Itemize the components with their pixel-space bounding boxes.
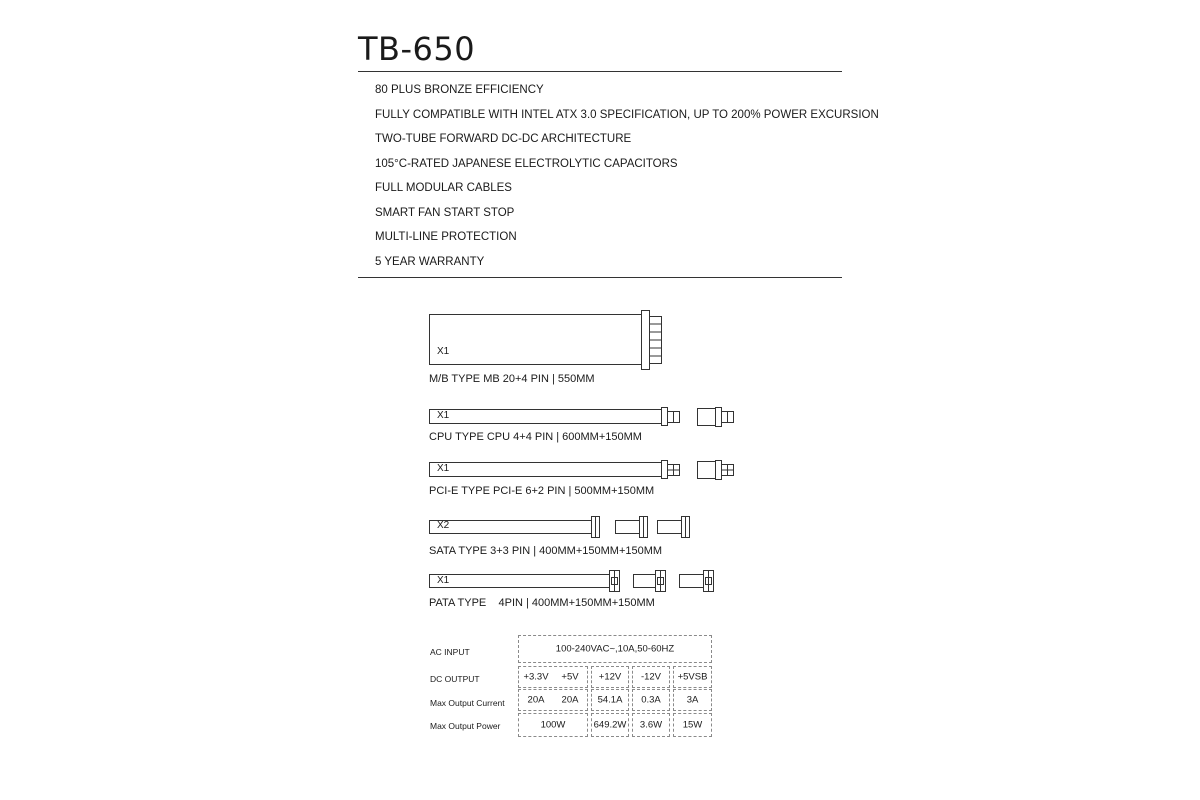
pata-qty: X1 [437, 575, 450, 586]
rail-cell-5vsb [673, 666, 712, 688]
current-33v: 20A [527, 694, 545, 706]
pcie-cable-label: PCI-E TYPE PCI-E 6+2 PIN | 500MM+150MM [429, 485, 655, 497]
feature-list [375, 82, 879, 278]
ac-input-value: 100-240VAC~,10A,50-60HZ [555, 643, 675, 655]
top-divider [358, 71, 842, 72]
rail-cell-neg12 [632, 666, 670, 688]
cpu-qty: X1 [437, 410, 450, 421]
current-cell-5vsb [673, 689, 712, 711]
ac-input-cell [518, 635, 712, 663]
sata-cable-label: SATA TYPE 3+3 PIN | 400MM+150MM+150MM [429, 545, 663, 557]
current-5vsb: 3A [686, 694, 699, 706]
pata-cable-diagram [429, 569, 719, 595]
power-cell-neg12 [632, 713, 670, 737]
max-power-label: Max Output Power [430, 721, 501, 731]
cpu-cable-diagram [429, 406, 739, 428]
current-cell-12 [591, 689, 629, 711]
mb-cable-label: M/B TYPE MB 20+4 PIN | 550MM [429, 373, 595, 385]
pata-cable-label: PATA TYPE 4PIN | 400MM+150MM+150MM [429, 597, 655, 609]
rail-33v: +3.3V [523, 671, 549, 683]
feature-item: FULL MODULAR CABLES [375, 182, 512, 194]
feature-item: MULTI-LINE PROTECTION [375, 231, 517, 243]
feature-item: 105°C-RATED JAPANESE ELECTROLYTIC CAPACITORS [375, 157, 678, 170]
mb-qty: X1 [437, 346, 450, 357]
power-33-5: 100W [540, 719, 566, 731]
feature-item: TWO-TUBE FORWARD DC-DC ARCHITECTURE [375, 133, 632, 145]
sata-cable-diagram [429, 514, 699, 540]
power-5vsb: 15W [682, 719, 703, 731]
mb-cable-diagram [429, 308, 669, 372]
ac-input-label: AC INPUT [430, 647, 470, 657]
rail-5vsb: +5VSB [677, 671, 708, 683]
current-5v: 20A [561, 694, 579, 706]
product-title: TB-650 [358, 30, 476, 68]
rail-neg12v: -12V [640, 671, 662, 683]
power-neg12v: 3.6W [639, 719, 663, 731]
pcie-qty: X1 [437, 463, 450, 474]
current-cell-neg12 [632, 689, 670, 711]
current-cell-33-5 [518, 689, 588, 711]
feature-item: SMART FAN START STOP [375, 206, 515, 219]
feature-item: FULLY COMPATIBLE WITH INTEL ATX 3.0 SPECIFICATION, UP TO 200% POWER EXCURSION [375, 108, 879, 121]
pcie-cable-diagram [429, 459, 739, 481]
sata-qty: X2 [437, 520, 450, 531]
max-current-label: Max Output Current [430, 698, 505, 708]
feature-item: 5 YEAR WARRANTY [375, 255, 485, 268]
rail-5v: +5V [561, 671, 579, 683]
power-cell-33-5 [518, 713, 588, 737]
dc-output-label: DC OUTPUT [430, 674, 480, 684]
rail-cell-33-5 [518, 666, 588, 688]
power-cell-5vsb [673, 713, 712, 737]
current-12v: 54.1A [597, 694, 623, 706]
current-neg12v: 0.3A [641, 694, 661, 706]
feature-item: 80 PLUS BRONZE EFFICIENCY [375, 84, 544, 96]
power-12v: 649.2W [593, 719, 627, 731]
power-cell-12 [591, 713, 629, 737]
rail-12v: +12V [598, 671, 622, 683]
cpu-cable-label: CPU TYPE CPU 4+4 PIN | 600MM+150MM [429, 431, 642, 443]
rail-cell-12 [591, 666, 629, 688]
bottom-divider [358, 277, 842, 278]
